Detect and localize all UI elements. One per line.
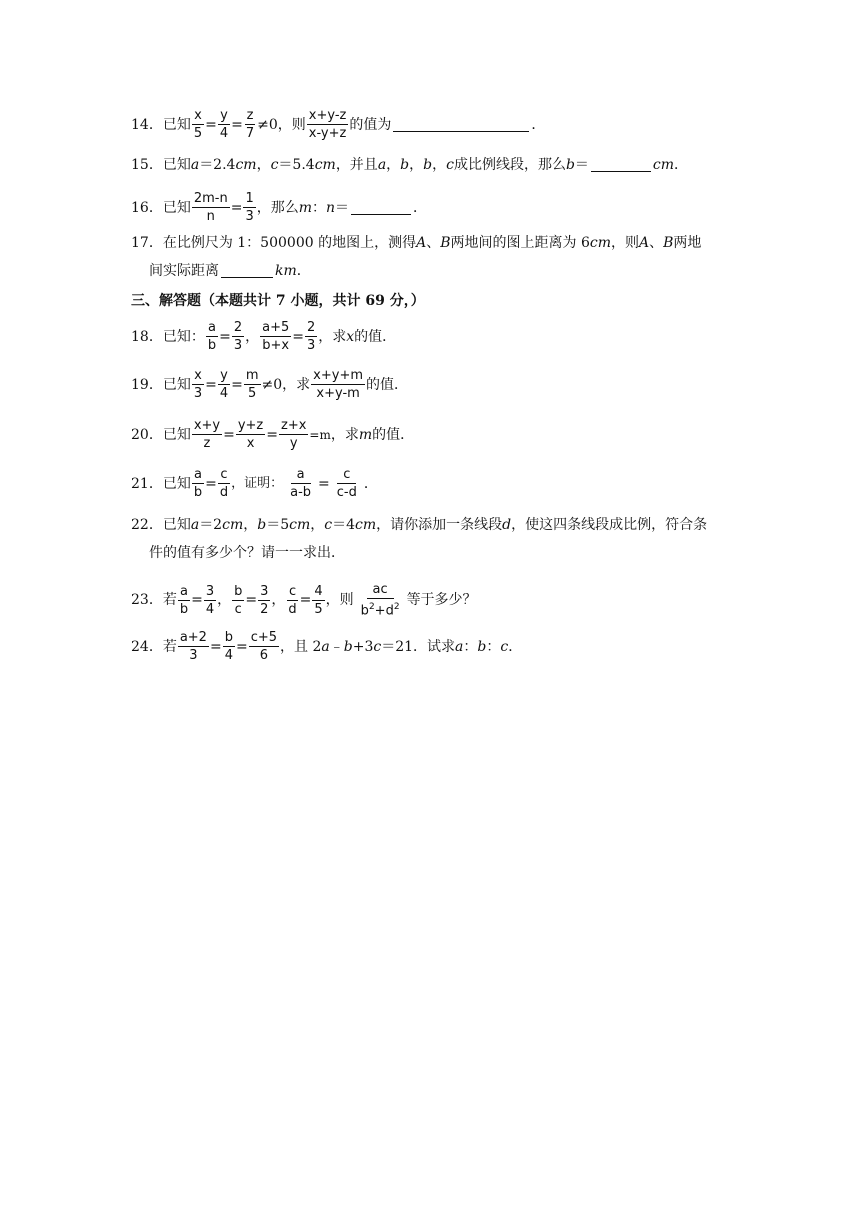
question-number: 16． [131, 199, 163, 216]
fraction: $\frac{3}{4}$ [205, 583, 215, 617]
question-15: 15． 已知 a ＝2.4 cm ， c ＝5.4 cm ，并且 a ， b ， b ， c 成比例线段，那么 b ＝ cm ． [131, 156, 689, 173]
fraction: $\frac{y}{4}$ [219, 368, 229, 401]
fraction: $\frac{2}{3}$ [233, 320, 243, 353]
fraction: $\frac{1}{3}$ [245, 191, 254, 224]
fraction: $\frac{z}{7}$ [245, 108, 255, 141]
question-number: 18． [131, 328, 163, 345]
fraction: $\frac{x}{5}$ [193, 108, 203, 141]
question-number: 14． [131, 116, 163, 133]
question-16: 16． 已知 $\frac{2m-n}{n}$ = $\frac{1}{3}$ ，那么 m ： n ＝ ． [131, 191, 428, 224]
question-19: 19． 已知 $\frac{x}{3}$ = $\frac{y}{4}$ = $\frac{m}{5}$ ≠0，求 $\frac{x+y+m}{x+y-m}$ 的值． [131, 368, 409, 401]
question-21: 21． 已知 $\frac{a}{b}$ = $\frac{c}{d}$ ，证明： $\frac{a}{a-b}$ = $\frac{c}{c-d}$ ． [131, 467, 378, 500]
question-22: 22． 已知 a ＝2 cm ， b ＝5 cm ， c ＝4 cm ，请你添加一条线段 d ，使这四条线段成比例，符合条 [131, 517, 708, 533]
question-18: 18． 已知： $\frac{a}{b}$ = $\frac{2}{3}$ ， $\frac{a+5}{b+x}$ = $\frac{2}{3}$ ，求 x 的值． [131, 320, 397, 353]
fraction: $\frac{x+y}{z}$ [193, 418, 221, 451]
question-17: 17． 在比例尺为 1：500000 的地图上，测得 A 、 B 两地间的图上距离为 6 cm ，则 A 、 B 两地 [131, 235, 702, 251]
fraction: $\frac{ac}{b^2+d^2}$ [360, 582, 400, 619]
question-number: 22． [131, 517, 163, 533]
fraction: $\frac{x}{3}$ [193, 368, 203, 401]
question-20: 20． 已知 $\frac{x+y}{z}$ = $\frac{y+z}{x}$ = $\frac{z+x}{y}$ =m ，求 m 的值． [131, 418, 415, 451]
question-number: 19． [131, 376, 163, 393]
fraction: $\frac{x+y+m}{x+y-m}$ [313, 368, 364, 401]
question-24: 24． 若 $\frac{a+2}{3}$ = $\frac{b}{4}$ = $\frac{c+5}{6}$ ，且 2 a ﹣ b +3 c ＝21．试求 a ： b ： c ． [131, 630, 523, 663]
fraction: $\frac{2}{3}$ [306, 320, 316, 353]
question-number: 21． [131, 475, 163, 492]
question-22-continued: 件的值有多少个？请一一求出． [149, 545, 345, 561]
fraction: $\frac{3}{2}$ [260, 583, 269, 617]
fraction: $\frac{b}{4}$ [224, 630, 233, 663]
question-number: 24． [131, 638, 163, 655]
fraction: $\frac{c}{d}$ [288, 583, 297, 617]
answer-blank[interactable] [591, 157, 651, 172]
question-number: 23． [131, 592, 163, 609]
fraction: $\frac{c}{c-d}$ [336, 467, 357, 500]
fraction: $\frac{c}{d}$ [219, 467, 229, 500]
question-text: 已知 [162, 116, 191, 133]
question-17-continued: 间实际距离 km ． [149, 262, 311, 279]
answer-blank[interactable] [393, 117, 529, 132]
question-14: 14． 已知 $\frac{x}{5}$ = $\frac{y}{4}$ = $\frac{z}{7}$ ≠0，则 $\frac{x+y-z}{x-y+z}$ 的值为 ． [131, 108, 546, 141]
fraction: $\frac{a+5}{b+x}$ [262, 320, 290, 353]
answer-blank[interactable] [221, 263, 273, 278]
question-number: 17． [131, 235, 163, 251]
fraction: $\frac{y}{4}$ [219, 108, 229, 141]
question-number: 20． [131, 426, 163, 443]
fraction: $\frac{4}{5}$ [314, 583, 323, 617]
question-23: 23． 若 $\frac{a}{b}$ = $\frac{3}{4}$ ， $\frac{b}{c}$ = $\frac{3}{2}$ ， $\frac{c}{d}$ = $\frac{4}{5}$ ，则 $\frac{ac}{b^2+d^2}$ 等于多少？ [131, 582, 477, 619]
fraction: $\frac{c+5}{6}$ [250, 630, 278, 663]
fraction: $\frac{a}{b}$ [207, 320, 217, 353]
fraction: $\frac{z+x}{y}$ [281, 418, 307, 451]
fraction: $\frac{a}{a-b}$ [290, 467, 312, 500]
fraction: $\frac{x+y-z}{x-y+z}$ [308, 108, 347, 141]
fraction: $\frac{2m-n}{n}$ [193, 191, 228, 224]
section-heading: 三、解答题（本题共计 7 小题，共计 69 分，） [131, 293, 425, 309]
fraction: $\frac{y+z}{x}$ [237, 418, 264, 451]
fraction: $\frac{a+2}{3}$ [179, 630, 207, 663]
fraction: $\frac{a}{b}$ [193, 467, 203, 500]
answer-blank[interactable] [351, 200, 411, 215]
fraction: $\frac{m}{5}$ [245, 368, 259, 401]
fraction: $\frac{a}{b}$ [179, 583, 189, 617]
question-number: 15． [131, 156, 163, 173]
fraction: $\frac{b}{c}$ [234, 583, 243, 617]
